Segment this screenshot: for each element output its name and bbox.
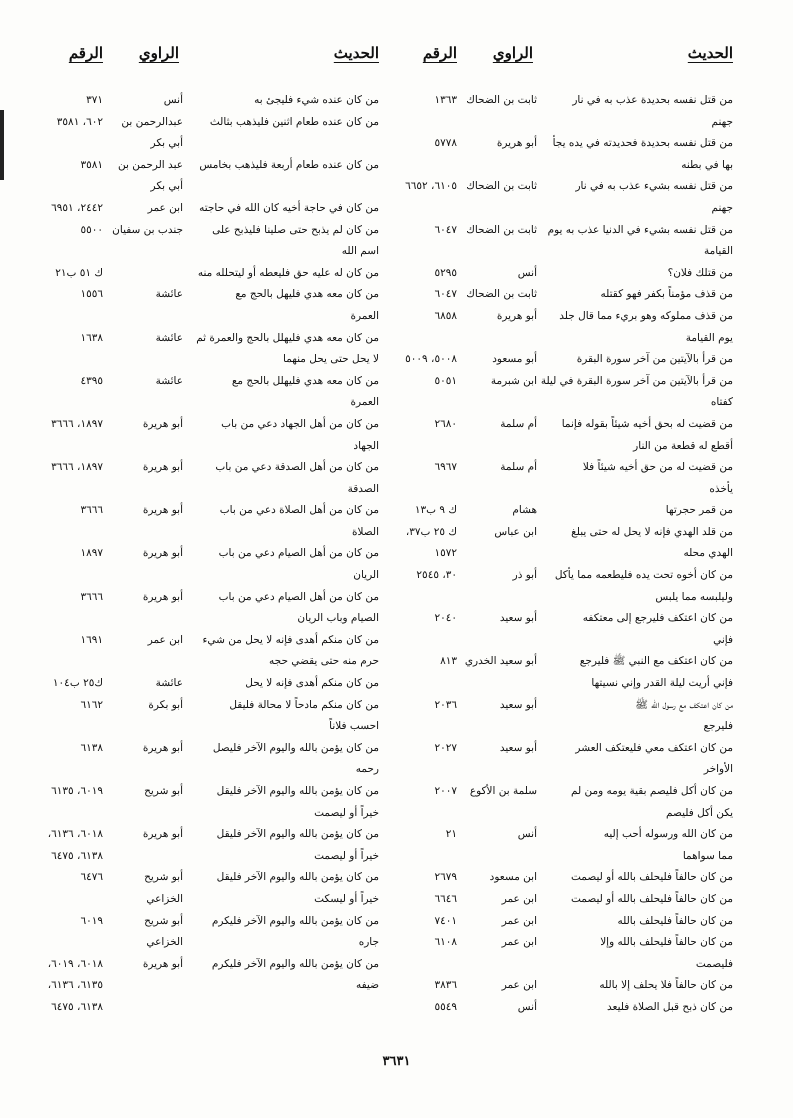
index-row: [31, 349, 379, 371]
narrator-text: ثابت بن الضحاك: [466, 94, 537, 106]
hadith-text: من كان حالفاً فليحلف بالله أو ليصمت: [570, 871, 733, 884]
hadith-text: من كان معه هدي فليهلل بالحج والعمرة ثم: [196, 331, 379, 344]
hadith-text: يكن أكل فليصم: [665, 806, 733, 819]
index-row: [385, 479, 733, 501]
hadith-text: الصلاة: [352, 525, 379, 538]
reference-number: ٦١٣٨، ٦٤٧٥: [51, 1000, 103, 1013]
hadith-text: من كان يؤمن بالله واليوم الآخر فليقل: [216, 785, 379, 797]
index-row: [31, 954, 379, 976]
narrator-text: عائشة: [155, 374, 183, 387]
index-row: [31, 997, 379, 1019]
reference-number: ٣٠، ٢٥٤٥: [416, 569, 457, 582]
hadith-text: من كان الله ورسوله أحب إليه: [603, 828, 733, 841]
narrator-text: أبو هريرة: [142, 957, 183, 970]
narrator-text: أبي بكر: [150, 137, 183, 150]
reference-number: ٤٣٩٥: [80, 374, 103, 387]
narrator-text: ثابت بن الضحاك: [466, 288, 537, 301]
hadith-text: من كان أخوه تحت يده فليطعمه مما يأكل: [554, 569, 733, 582]
index-row: [31, 241, 379, 263]
hadith-text: الصدقة: [347, 482, 379, 495]
index-row: [31, 522, 379, 544]
reference-number: ٣٨٣٦: [434, 979, 457, 992]
reference-number: ٣٧١: [86, 94, 103, 106]
index-row: [31, 608, 379, 630]
hadith-text: من كان أكل فليصم بقية يومه ومن لم: [570, 785, 733, 797]
hadith-text: خيراً أو ليصمت: [314, 849, 379, 862]
hadith-text: جهنم: [711, 115, 733, 128]
reference-number: ١٨٩٧، ٣٦٦٦: [51, 417, 103, 430]
hadith-text: من كان من أهل الصلاة دعي من باب: [219, 504, 379, 517]
narrator-text: ابن عمر: [501, 979, 537, 992]
index-row: [31, 867, 379, 889]
narrator-text: ثابت بن الضحاك: [466, 180, 537, 193]
header-number: الرقم: [422, 44, 457, 62]
narrator-text: أبو سعيد: [499, 698, 537, 711]
narrator-text: أبو سعيد: [499, 612, 537, 625]
left-column-header: [31, 44, 379, 66]
hadith-text: من كان عنده شيء فليجئ به: [254, 94, 379, 106]
hadith-text: كفتاه: [710, 396, 733, 409]
header-hadith: الحديث: [333, 44, 379, 62]
reference-number: ١٣٦٣: [434, 94, 457, 106]
hadith-text: جاره: [358, 936, 379, 949]
index-row: [385, 90, 733, 112]
index-row: [385, 176, 733, 198]
hadith-text: من كان يؤمن بالله واليوم الآخر فليصل: [212, 741, 379, 754]
narrator-text: جندب بن سفيان: [112, 223, 183, 236]
index-row: [385, 241, 733, 263]
narrator-text: ابن مسعود: [489, 871, 537, 884]
hadith-text: العمرة: [350, 309, 379, 322]
index-row: [31, 198, 379, 220]
index-row: [385, 198, 733, 220]
reference-number: ك ٩ ب١٣: [414, 504, 457, 517]
hadith-text: من قتل نفسه بحديدة فحديدته في يده يجأ: [552, 137, 733, 150]
page-edge-mark: [0, 110, 4, 180]
hadith-text: من كان يؤمن بالله واليوم الآخر فليقل: [216, 871, 379, 884]
reference-number: ٦٠٤٧: [434, 223, 457, 236]
reference-number: ٦١٠٨: [434, 936, 457, 949]
hadith-text: من كان ذبح قبل الصلاة فليعد: [607, 1000, 733, 1013]
index-row: [31, 306, 379, 328]
narrator-text: ابن شبرمة: [490, 374, 537, 387]
reference-number: ٣٦٦٦: [80, 590, 103, 603]
index-row: [31, 738, 379, 760]
narrator-text: أبو شريح: [144, 914, 183, 927]
hadith-text: فإني: [713, 633, 733, 646]
index-row: [385, 112, 733, 134]
narrator-text: أبو هريرة: [142, 590, 183, 603]
hadith-text: من قتل نفسه بشيء في الدنيا عذب به يوم: [547, 223, 733, 236]
hadith-text: رحمه: [355, 763, 379, 776]
index-row: [385, 414, 733, 436]
index-row: [385, 608, 733, 630]
narrator-text: عبد الرحمن بن: [118, 158, 183, 171]
index-row: [31, 263, 379, 285]
narrator-text: أبو هريرة: [142, 504, 183, 517]
reference-number: ١٦٣٨: [80, 331, 103, 344]
hadith-text: من قتل نفسه بشيء عذب به في نار: [575, 180, 733, 193]
hadith-text: من كان اعتكف مع النبي ﷺ فليرجع: [579, 655, 733, 668]
header-narrator: الراوي: [492, 44, 533, 62]
reference-number: ٦٠١٨، ٦٠١٩،: [47, 957, 103, 970]
reference-number: ٥٢٩٥: [434, 266, 457, 279]
hadith-text: يوم القيامة: [685, 331, 733, 344]
narrator-text: أبو هريرة: [142, 828, 183, 841]
hadith-text: اسم الله: [341, 245, 379, 258]
index-row: [385, 759, 733, 781]
index-row: [385, 457, 733, 479]
index-row: [31, 543, 379, 565]
index-row: [385, 911, 733, 933]
reference-number: ٦٠١٩، ٦١٣٥: [51, 785, 103, 797]
hadith-text: الصيام وباب الريان: [297, 612, 379, 625]
reference-number: ٢٦٧٩: [434, 871, 457, 884]
narrator-text: أبو مسعود: [492, 353, 537, 366]
reference-number: ٦٩٦٧: [434, 461, 457, 474]
hadith-text: من كان حالفاً فليحلف بالله: [617, 914, 733, 927]
hadith-text: لا يحل حتى يحل منهما: [283, 353, 379, 366]
hadith-text: من كان يؤمن بالله واليوم الآخر فليكرم: [211, 914, 379, 927]
narrator-text: أبو هريرة: [142, 461, 183, 474]
hadith-text: احسب فلاناً: [329, 720, 379, 733]
hadith-text: من كان معه هدي فليهل بالحج مع: [235, 288, 379, 301]
narrator-text: ابن عباس: [494, 525, 537, 538]
index-row: [385, 695, 733, 717]
reference-number: ٥٠٠٨، ٥٠٠٩: [405, 353, 457, 366]
narrator-text: أبو هريرة: [142, 547, 183, 560]
index-row: [385, 738, 733, 760]
index-row: [385, 349, 733, 371]
index-row: [385, 587, 733, 609]
narrator-text: أبو سعيد: [499, 741, 537, 754]
index-row: [31, 695, 379, 717]
reference-number: ٦٨٥٨: [434, 309, 457, 322]
hadith-text: من كان له عليه حق فليعطه أو ليتحلله منه: [197, 266, 379, 279]
page-number: ٣٦٣١: [382, 1054, 411, 1069]
narrator-text: أبو سعيد الخدري: [464, 655, 537, 668]
index-row: [385, 932, 733, 954]
index-row: [385, 781, 733, 803]
reference-number: ٥٥٤٩: [434, 1000, 457, 1013]
index-row: [31, 392, 379, 414]
reference-number: ٦٠١٨، ٦١٣٦،: [47, 828, 103, 841]
reference-number: ٢٠٣٦: [434, 698, 457, 711]
reference-number: ٦٤٧٦: [80, 871, 103, 884]
index-row: [31, 651, 379, 673]
index-row: [31, 911, 379, 933]
index-row: [31, 112, 379, 134]
index-row: [31, 759, 379, 781]
index-row: [31, 284, 379, 306]
hadith-text: من كان منكم أهدى فإنه لا يحل من شيء: [202, 633, 379, 646]
hadith-text: من كان في حاجة أخيه كان الله في حاجته: [199, 201, 379, 214]
hadith-text: من كان معه هدي فليهلل بالحج مع: [231, 374, 379, 387]
reference-number: ك٢٥ ب١٠٤: [52, 677, 103, 690]
index-row: [385, 284, 733, 306]
hadith-text: وليلبسه مما يلبس: [655, 590, 733, 603]
reference-number: ٥٠٥١: [434, 374, 457, 387]
index-row: [385, 716, 733, 738]
index-row: [31, 781, 379, 803]
index-row: [31, 328, 379, 350]
narrator-text: ابن عمر: [501, 914, 537, 927]
narrator-text: أبو شريح: [144, 785, 183, 797]
hadith-text: من قضيت له بحق أخيه شيئاً بقوله فإنما: [561, 417, 733, 430]
hadith-text: من قذف مملوكه وهو بريء مما قال جلد: [559, 309, 733, 322]
narrator-text: أبي بكر: [150, 180, 183, 193]
index-row: [31, 716, 379, 738]
reference-number: ٦٠١٩: [80, 914, 103, 927]
index-row: [31, 479, 379, 501]
hadith-text: من كان لم يذبح حتى صلينا فليذبح على: [212, 223, 379, 236]
hadith-text: من كان من أهل الجهاد دعي من باب: [221, 417, 379, 430]
narrator-text: أبو هريرة: [496, 309, 537, 322]
reference-number: ١٥٧٢: [434, 547, 457, 560]
narrator-text: ابن عمر: [501, 936, 537, 949]
hadith-text: جهنم: [711, 201, 733, 214]
left-rows: [31, 90, 379, 1019]
hadith-text: ضيفه: [355, 979, 379, 992]
index-row: [385, 371, 733, 393]
hadith-text: الريان: [353, 569, 379, 582]
index-row: [385, 155, 733, 177]
hadith-text: من قذف مؤمناً بكفر فهو كقتله: [600, 288, 733, 301]
narrator-text: أبو شريح: [144, 871, 183, 884]
narrator-text: أم سلمة: [500, 461, 537, 474]
hadith-text: من كان من أهل الصيام دعي من باب: [218, 547, 379, 560]
header-number: الرقم: [68, 44, 103, 62]
hadith-text: فليرجع: [703, 720, 733, 733]
index-row: [31, 220, 379, 242]
index-row: [31, 824, 379, 846]
index-row: [385, 954, 733, 976]
index-row: [31, 673, 379, 695]
reference-number: ٢٠٠٧: [434, 785, 457, 797]
index-row: [385, 889, 733, 911]
narrator-text: ابن عمر: [501, 892, 537, 905]
right-column-header: [385, 44, 733, 66]
hadith-text: من كان حالفاً فليحلف بالله وإلا: [600, 936, 733, 949]
index-row: [385, 543, 733, 565]
hadith-text: مما سواهما: [682, 849, 733, 862]
narrator-text: ابن عمر: [147, 633, 183, 646]
reference-number: ٦١٣٨، ٦٤٧٥: [51, 849, 103, 862]
index-row: [31, 371, 379, 393]
narrator-text: هشام: [512, 504, 537, 517]
index-row: [31, 457, 379, 479]
hadith-text: من كان من أهل الصدقة دعي من باب: [215, 461, 379, 474]
narrator-text: أبو هريرة: [142, 741, 183, 754]
reference-number: ٢١: [445, 828, 457, 841]
narrator-text: أنس: [517, 1000, 537, 1013]
reference-number: ٥٧٧٨: [434, 137, 457, 150]
narrator-text: ابن عمر: [147, 201, 183, 214]
hadith-text: من كان يؤمن بالله واليوم الآخر فليكرم: [211, 957, 379, 970]
reference-number: ١٥٥٦: [80, 288, 103, 301]
index-row: [31, 630, 379, 652]
narrator-text: أبو ذر: [512, 569, 537, 582]
reference-number: ك ٢٥ ب٣٧،: [405, 525, 457, 538]
index-row: [385, 651, 733, 673]
index-row: [385, 997, 733, 1019]
index-row: [31, 803, 379, 825]
index-row: [31, 587, 379, 609]
index-row: [385, 306, 733, 328]
hadith-text: خيراً أو ليصمت: [314, 806, 379, 819]
hadith-text: من قرأ بالآيتين من آخر سورة البقرة في ليلة: [540, 374, 733, 387]
narrator-text: عبدالرحمن بن: [121, 115, 183, 128]
right-rows: [385, 90, 733, 1019]
index-row: [31, 176, 379, 198]
reference-number: ٦٠٤٧: [434, 288, 457, 301]
hadith-text: من قضيت له من حق أخيه شيئاً فلا: [582, 461, 733, 474]
reference-number: ٧٤٠١: [434, 914, 457, 927]
hadith-text: من قتلك فلان؟: [667, 266, 733, 279]
narrator-text: عائشة: [155, 288, 183, 301]
reference-number: ١٨٩٧: [80, 547, 103, 560]
reference-number: ٣٥٨١: [80, 158, 103, 171]
reference-number: ٦١٣٨: [80, 741, 103, 754]
hadith-text: من كان حالفاً فلا يحلف إلا بالله: [599, 979, 733, 992]
reference-number: ٦١٣٥، ٦١٣٦،: [47, 979, 103, 992]
index-row: [385, 846, 733, 868]
hadith-text: يأخذه: [709, 482, 733, 495]
index-row: [385, 436, 733, 458]
narrator-text: عائشة: [155, 677, 183, 690]
hadith-text: من قتل نفسه بحديدة عذب به في نار: [572, 94, 733, 106]
reference-number: ٢٠٢٧: [434, 741, 457, 754]
reference-number: ٦١٠٥، ٦٦٥٢: [405, 180, 457, 193]
hadith-text: القيامة: [703, 245, 733, 258]
index-row: [385, 565, 733, 587]
hadith-text: حرم منه حتى يقضي حجه: [269, 655, 379, 668]
reference-number: ٦٠٢، ٣٥٨١: [56, 115, 103, 128]
hadith-text: بها في بطنه: [681, 158, 733, 171]
hadith-text: من كان حالفاً فليحلف بالله أو ليصمت: [570, 892, 733, 905]
hadith-text: من كان عنده طعام أربعة فليذهب بخامس: [199, 158, 379, 171]
reference-number: ١٦٩١: [80, 633, 103, 646]
narrator-text: أبو هريرة: [142, 417, 183, 430]
hadith-text: من كان اعتكف مع رسول الله ﷺ: [635, 698, 733, 711]
hadith-text: من قلد الهدي فإنه لا يحل له حتى يبلغ: [571, 525, 733, 538]
hadith-text: من كان منكم مادحاً لا محالة فليقل: [229, 698, 379, 711]
reference-number: ٦١٦٢: [80, 698, 103, 711]
narrator-text: الخزاعي: [146, 892, 183, 905]
narrator-text: أنس: [517, 828, 537, 841]
index-row: [31, 133, 379, 155]
reference-number: ٨١٣: [440, 655, 457, 668]
index-row: [385, 630, 733, 652]
left-column: [31, 44, 379, 1019]
index-row: [31, 565, 379, 587]
hadith-text: الجهاد: [353, 439, 379, 452]
right-column: [385, 44, 733, 1019]
index-row: [31, 846, 379, 868]
hadith-text: فإني أريت ليلة القدر وإني نسيتها: [591, 677, 733, 690]
narrator-text: أم سلمة: [500, 417, 537, 430]
hadith-text: من قرأ بالآيتين من آخر سورة البقرة: [576, 353, 733, 366]
reference-number: ٦٦٤٦: [434, 892, 457, 905]
index-row: [385, 522, 733, 544]
index-row: [31, 889, 379, 911]
narrator-text: أبو بكرة: [148, 698, 183, 711]
narrator-text: عائشة: [155, 331, 183, 344]
index-row: [385, 673, 733, 695]
index-row: [385, 328, 733, 350]
index-row: [385, 803, 733, 825]
reference-number: ٥٥٠٠: [80, 223, 103, 236]
index-row: [385, 867, 733, 889]
narrator-text: ثابت بن الضحاك: [466, 223, 537, 236]
header-hadith: الحديث: [687, 44, 733, 62]
hadith-text: خيراً أو ليسكت: [314, 892, 379, 905]
narrator-text: أبو هريرة: [496, 137, 537, 150]
narrator-text: سلمة بن الأكوع: [469, 785, 537, 797]
index-row: [31, 155, 379, 177]
index-row: [31, 500, 379, 522]
narrator-text: الخزاعي: [146, 936, 183, 949]
index-row: [31, 414, 379, 436]
index-row: [31, 90, 379, 112]
hadith-text: من كان اعتكف معي فليعتكف العشر: [575, 741, 733, 754]
hadith-text: الهدي محله: [683, 547, 733, 560]
reference-number: ١٨٩٧، ٣٦٦٦: [51, 461, 103, 474]
hadith-text: أقطع له قطعة من النار: [633, 439, 733, 452]
hadith-text: من كان اعتكف فليرجع إلى معتكفه: [582, 612, 733, 625]
header-narrator: الراوي: [138, 44, 179, 62]
index-row: [385, 975, 733, 997]
hadith-text: فليصمت: [695, 957, 733, 970]
hadith-text: من كان عنده طعام اثنين فليذهب بثالث: [209, 115, 379, 128]
index-row: [385, 220, 733, 242]
hadith-text: من كان من أهل الصيام دعي من باب: [218, 590, 379, 603]
reference-number: ٢٦٨٠: [434, 417, 457, 430]
index-row: [31, 436, 379, 458]
narrator-text: أنس: [163, 94, 183, 106]
index-row: [385, 500, 733, 522]
hadith-text: العمرة: [350, 396, 379, 409]
reference-number: ٣٦٦٦: [80, 504, 103, 517]
index-row: [31, 975, 379, 997]
narrator-text: أنس: [517, 266, 537, 279]
reference-number: ك ٥١ ب٢١: [55, 266, 103, 279]
hadith-text: من كان منكم أهدى فإنه لا يحل: [245, 677, 379, 690]
hadith-text: من كان يؤمن بالله واليوم الآخر فليقل: [216, 828, 379, 841]
index-row: [385, 133, 733, 155]
reference-number: ٢٤٤٢، ٦٩٥١: [51, 201, 103, 214]
hadith-text: من قمر حجرتها: [665, 504, 733, 517]
index-row: [385, 392, 733, 414]
hadith-text: الأواخر: [703, 763, 733, 776]
reference-number: ٢٠٤٠: [434, 612, 457, 625]
index-row: [31, 932, 379, 954]
index-row: [385, 263, 733, 285]
index-row: [385, 824, 733, 846]
